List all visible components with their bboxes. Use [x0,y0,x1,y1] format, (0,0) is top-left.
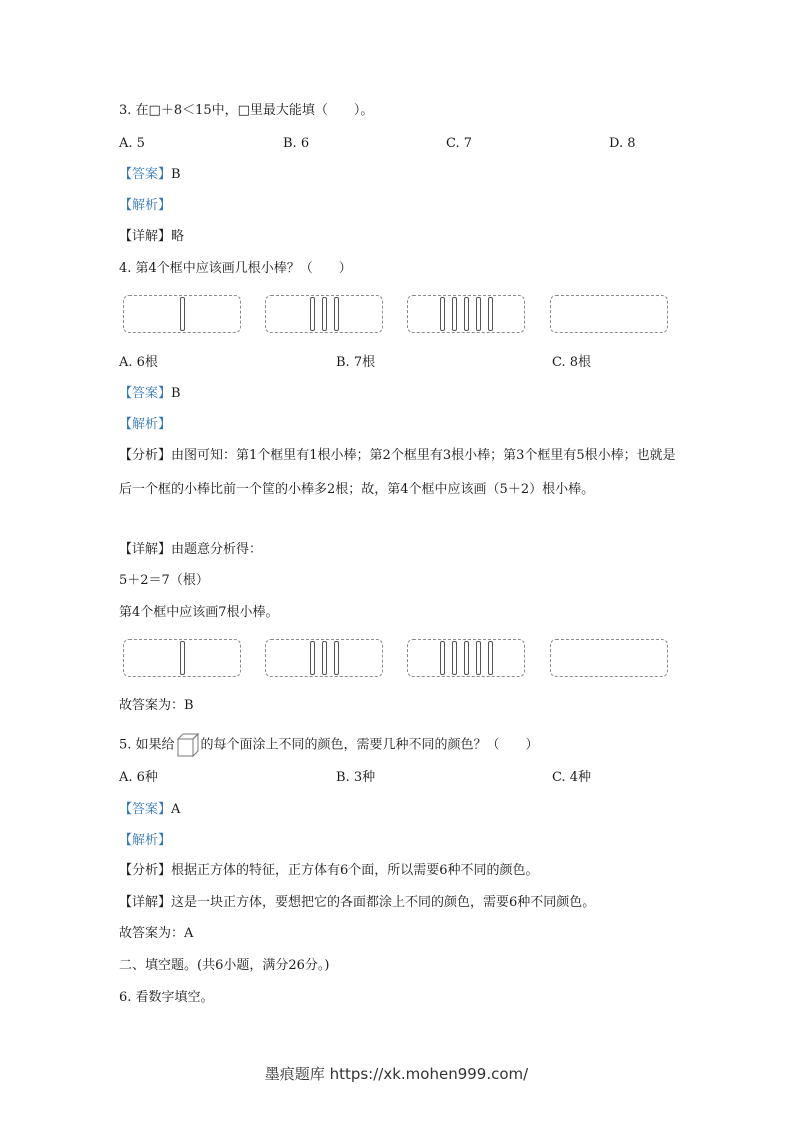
q4-calc: 5＋2＝7（根） [119,573,209,588]
stick [452,641,457,675]
stick [334,297,339,331]
answer-tag: 【答案】 [119,386,172,401]
stick [464,641,469,675]
stick [322,641,327,675]
q4-option-a: A. 6根 [119,355,158,370]
q5-final: 故答案为：A [119,926,194,941]
q5-option-b: B. 3种 [336,770,376,785]
q5-question-after: 的每个面涂上不同的颜色，需要几种不同的颜色？（ ） [200,737,539,753]
fenxi-tag: 【分析】 [119,863,172,878]
q5-question-before: 5. 如果给 [119,737,175,753]
stick [180,297,185,331]
q3-answer [119,166,181,184]
q4-fenxi-text: 由图可知：第1个框里有1根小棒；第2个框里有3根小棒；第3个框里有5根小棒；也就是后一个框的小棒比前一个筐的小棒多2根；故，第4个框中应该画（5＋2）根小棒。 [119,448,676,497]
stick [476,297,481,331]
detail-tag: 【详解】 [119,229,172,244]
q4-fenxi [119,439,679,507]
q3-detail-text: 略 [171,229,185,244]
stick [464,297,469,331]
q3-option-a: A. 5 [119,136,145,151]
stick [334,641,339,675]
q5-answer [119,801,180,819]
q4-detail [119,541,262,559]
q3-analysis-tag: 【解析】 [119,198,172,213]
q3-answer-value: B [171,167,181,182]
q3-detail [119,228,184,246]
q5-option-c: C. 4种 [552,770,592,785]
q5-option-a: A. 6种 [119,770,158,785]
stick [322,297,327,331]
stick [488,641,493,675]
q4-detail-text: 由题意分析得： [171,542,263,557]
q3-option-b: B. 6 [283,136,310,151]
stick [310,641,315,675]
q5-fenxi [119,862,539,880]
stick [440,641,445,675]
q3-option-d: D. 8 [609,136,636,151]
q5-fenxi-text: 根据正方体的特征，正方体有6个面，所以需要6种不同的颜色。 [171,863,539,878]
q3-option-c: C. 7 [446,136,473,151]
stick [310,297,315,331]
q5-detail [119,894,595,912]
q4-answer [119,385,181,403]
q3-question: 3. 在□＋8＜15中，□里最大能填（ ）。 [119,103,374,118]
stick [476,641,481,675]
q4-analysis-tag: 【解析】 [119,417,172,432]
q4-final: 故答案为：B [119,698,194,713]
stick [440,297,445,331]
answer-tag: 【答案】 [119,802,172,817]
q4-option-b: B. 7根 [336,355,376,370]
footer-watermark: 墨痕题库 https://xk.mohen999.com/ [264,1065,529,1083]
detail-tag: 【详解】 [119,895,172,910]
fenxi-tag: 【分析】 [119,448,172,463]
q5-answer-value: A [171,802,181,817]
q6-question: 6. 看数字填空。 [119,990,214,1005]
stick [180,641,185,675]
section-title: 二、填空题。(共6小题，满分26分。) [119,958,330,973]
q4-question: 4. 第4个框中应该画几根小棒？（ ） [119,261,352,276]
q4-conclusion: 第4个框中应该画7根小棒。 [119,605,279,620]
q5-question [119,732,539,758]
q4-answer-value: B [171,386,181,401]
cube-icon [176,732,200,758]
stick-box [550,295,668,333]
q5-detail-text: 这是一块正方体，要想把它的各面都涂上不同的颜色，需要6种不同颜色。 [171,895,596,910]
stick [452,297,457,331]
answer-tag: 【答案】 [119,167,172,182]
detail-tag: 【详解】 [119,542,172,557]
stick [488,297,493,331]
q5-analysis-tag: 【解析】 [119,833,172,848]
q4-option-c: C. 8根 [552,355,592,370]
stick-box [550,639,668,677]
